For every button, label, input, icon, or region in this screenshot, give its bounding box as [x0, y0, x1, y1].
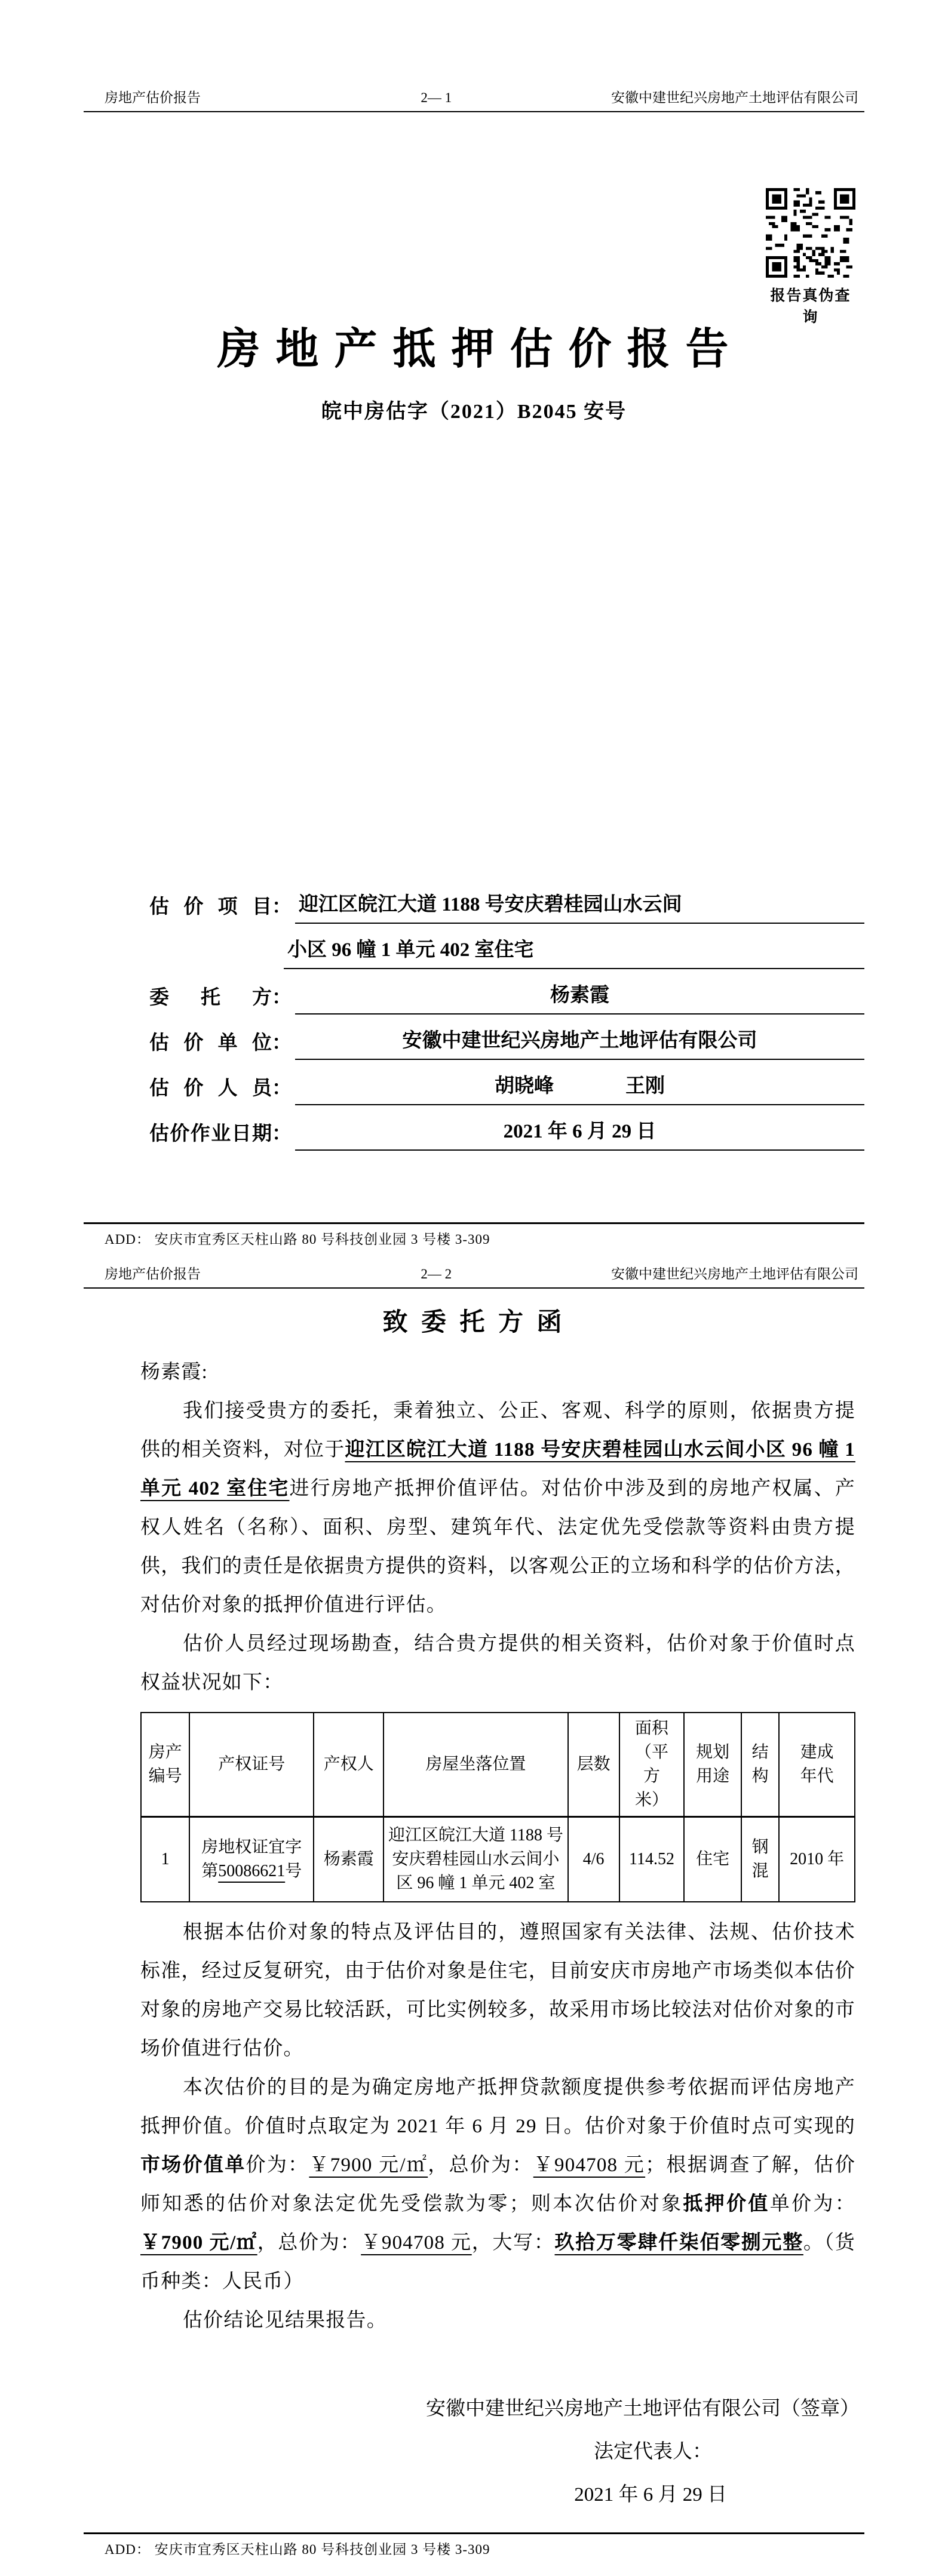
- paragraph-1-text: 我们接受贵方的委托，秉着独立、公正、客观、科学的原则，依据贵方提供的相关资料，对位于: [140, 1400, 855, 1461]
- page1-header-page-number: 2— 1: [421, 90, 452, 105]
- paragraph-4-text: ，大写：: [471, 2232, 555, 2254]
- page1-footer-address: ADD： 安庆市宜秀区天柱山路 80 号科技创业园 3 号楼 3-309: [105, 1232, 490, 1247]
- table-header-owner: 产权人: [314, 1713, 384, 1817]
- page2-header: [84, 1266, 864, 1289]
- field-row-appraisers: [149, 1071, 864, 1105]
- report-number: 皖中房估字（2021）B2045 安号: [321, 401, 627, 423]
- letter-paragraph-3: 根据本估价对象的特点及评估目的，遵照国家有关法律、法规、估价技术标准，经过反复研究，由于估价对象是住宅，目前安庆市房地产市场类似本估价对象的房地产交易比较活跃，可比实例较多，故采用市场比较法对估价对象的市场价值进行估价。: [140, 1922, 855, 2059]
- field-label-agency: 估价单位: [149, 1032, 272, 1054]
- table-header-row: [141, 1713, 855, 1817]
- paragraph-4-text: 。（货币种类：人民币）: [140, 2232, 855, 2292]
- field-label-project: 估价项目: [149, 896, 272, 918]
- page1-footer: [84, 1222, 864, 1248]
- page1-header-doc-type: 房地产估价报告: [105, 90, 201, 105]
- cell-owner: 杨素霞: [314, 1817, 384, 1902]
- cell-year-built: 2010 年: [779, 1817, 855, 1902]
- conclusion-note: 估价结论见结果报告。: [182, 2310, 387, 2331]
- cert-number-underlined: 50086621: [218, 1862, 286, 1880]
- table-header-year-built: 建成年代: [779, 1713, 855, 1817]
- paragraph-4-text: ；根据调查了解，估价师知悉的估价对象法定优先受偿款为零；则本次估价对象: [140, 2154, 856, 2215]
- field-row-project-continued: [149, 935, 864, 969]
- cert-prefix: 第: [201, 1862, 219, 1880]
- cover-fields: [84, 889, 864, 1151]
- paragraph-4-text: 本次估价的目的是为确定房地产抵押贷款额度提供参考依据而评估房地产抵押价值。价值时点取定为 2021 年 6 月 29 日。估价对象于价值时点可实现的: [140, 2077, 855, 2137]
- field-row-agency: [149, 1025, 864, 1060]
- field-label-client: 委托方: [149, 987, 272, 1009]
- page2-footer-address: ADD： 安庆市宜秀区天柱山路 80 号科技创业园 3 号楼 3-309: [105, 2542, 490, 2557]
- table-header-property-number: 房产编号: [141, 1713, 189, 1817]
- report-title: 房 地 产 抵 押 估 价 报 告: [217, 325, 731, 373]
- table-row: [141, 1817, 855, 1902]
- field-value-appraisers: [295, 1071, 864, 1105]
- field-colon: ：: [272, 1078, 292, 1099]
- cert-line1: 房地权证宜字: [201, 1838, 302, 1856]
- field-value-project-line2: 小区 96 幢 1 单元 402 室住宅: [284, 935, 864, 969]
- signature-date: 2021 年 6 月 29 日: [574, 2484, 727, 2506]
- appraisal-table: [140, 1712, 855, 1902]
- field-colon: ：: [272, 1123, 292, 1145]
- letter-title: 致 委 托 方 函: [382, 1309, 566, 1336]
- field-value-date: 2021 年 6 月 29 日: [295, 1116, 864, 1151]
- field-label-appraisers: 估价人员: [149, 1078, 272, 1099]
- field-row-client: [149, 980, 864, 1015]
- market-total-price-underlined: ￥904708 元: [533, 2154, 646, 2176]
- field-colon: ：: [272, 1032, 292, 1054]
- table-header-cert-number: 产权证号: [189, 1713, 314, 1817]
- letter-salutation: 杨素霞:: [140, 1361, 208, 1383]
- cell-area: 114.52: [619, 1817, 685, 1902]
- cert-suffix: 号: [285, 1862, 302, 1880]
- field-value-agency: 安徽中建世纪兴房地产土地评估有限公司: [295, 1025, 864, 1060]
- page1-header: [84, 0, 864, 112]
- qr-code-icon: [766, 188, 855, 278]
- letter-paragraph-4: [140, 2068, 855, 2301]
- signature-company: 安徽中建世纪兴房地产土地评估有限公司（签章）: [426, 2398, 860, 2420]
- table-header-structure: 结构: [741, 1713, 779, 1817]
- table-header-area: 面积（平方米）: [619, 1713, 685, 1817]
- letter-paragraph-1: [140, 1392, 855, 1625]
- page2-header-page-number: 2— 2: [421, 1267, 452, 1281]
- mortgage-value-label-bold: 抵押价值: [683, 2193, 770, 2215]
- cell-structure: 钢混: [741, 1817, 779, 1902]
- qr-caption: 报告真伪查询: [770, 288, 851, 325]
- field-value-client: 杨素霞: [295, 980, 864, 1015]
- paragraph-1-property-underlined: 迎江区皖江大道 1188 号安庆碧桂园山水云间小区 96 幢 1 单元 402 室住宅: [140, 1439, 855, 1499]
- field-row-date: [149, 1116, 864, 1151]
- cell-cert-number: [189, 1817, 314, 1902]
- paragraph-4-text: ，总价为：: [257, 2232, 361, 2254]
- mortgage-total-price-underlined: ￥904708 元: [361, 2232, 472, 2254]
- amount-in-words-underlined: 玖拾万零肆仟柒佰零捌元整: [554, 2232, 803, 2254]
- field-colon: ：: [272, 896, 292, 918]
- paragraph-1-text-continued: 进行房地产抵押价值评估。对估价中涉及到的房地产权属、产权人姓名（名称）、面积、房型、建筑年代、法定优先受偿款等资料由贵方提供，我们的责任是依据贵方提供的资料，以客观公正的立场和科学的估价方法，对估价对象的抵押价值进行评估。: [140, 1478, 856, 1616]
- page1-header-company: 安徽中建世纪兴房地产土地评估有限公司: [610, 90, 858, 105]
- page2-header-company: 安徽中建世纪兴房地产土地评估有限公司: [610, 1267, 858, 1281]
- appraiser-name-2: 王刚: [625, 1075, 665, 1097]
- field-label-date: 估价作业日期: [149, 1123, 272, 1145]
- cell-floors: 4/6: [568, 1817, 619, 1902]
- field-value-project-line1: 迎江区皖江大道 1188 号安庆碧桂园山水云间: [295, 889, 864, 924]
- table-header-planned-use: 规划用途: [684, 1713, 741, 1817]
- table-header-location: 房屋坐落位置: [384, 1713, 567, 1817]
- letter-body: [140, 1353, 855, 2340]
- market-value-label-bold: 市场价值单: [140, 2154, 246, 2176]
- letter-paragraph-2: 估价人员经过现场勘查，结合贵方提供的相关资料，估价对象于价值时点权益状况如下：: [140, 1633, 855, 1693]
- cell-location: 迎江区皖江大道 1188 号安庆碧桂园山水云间小区 96 幢 1 单元 402 室: [384, 1817, 567, 1902]
- paragraph-4-text: ，总价为：: [428, 2154, 533, 2176]
- market-unit-price-underlined: ￥7900 元/㎡: [309, 2154, 428, 2176]
- paragraph-4-text: 单价为：: [769, 2193, 855, 2215]
- appraiser-name-1: 胡晓峰: [495, 1075, 554, 1097]
- table-header-floors: 层数: [568, 1713, 619, 1817]
- signature-legal-rep: 法定代表人：: [594, 2441, 712, 2463]
- page2-header-doc-type: 房地产估价报告: [105, 1267, 201, 1281]
- cell-property-number: 1: [141, 1817, 189, 1902]
- field-colon: ：: [272, 987, 292, 1009]
- cell-planned-use: 住宅: [684, 1817, 741, 1902]
- page2-footer: [84, 2532, 864, 2558]
- paragraph-4-text: 价为：: [246, 2154, 309, 2176]
- field-row-project: [149, 889, 864, 924]
- qr-block: [763, 188, 858, 327]
- mortgage-unit-price-underlined: ￥7900 元/㎡: [140, 2232, 257, 2254]
